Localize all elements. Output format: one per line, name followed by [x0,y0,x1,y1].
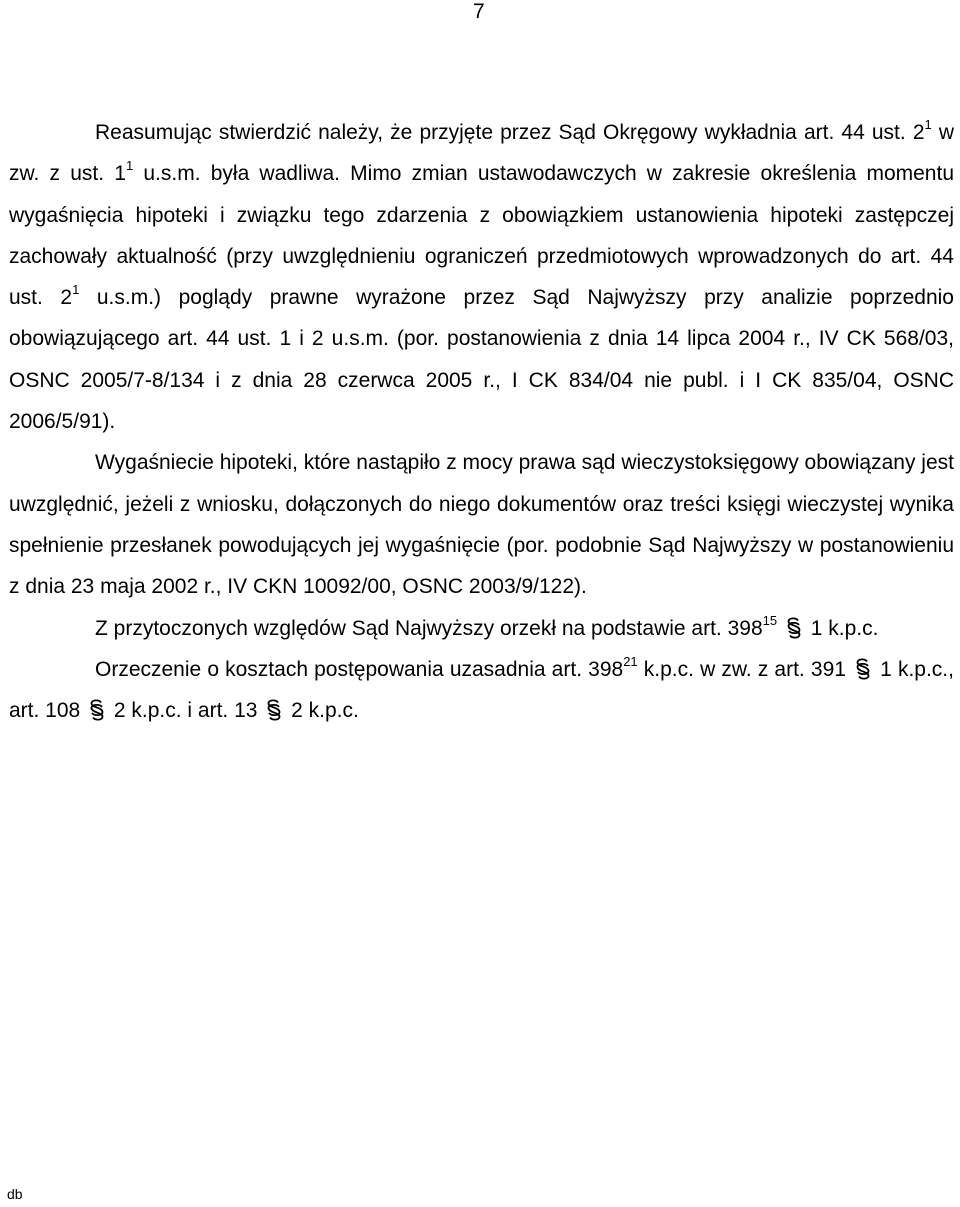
page-number: 7 [473,0,485,23]
section-sign-icon [86,698,108,722]
superscript: 1 [924,117,932,132]
document-body [9,112,954,731]
paragraph-4: Orzeczenie o kosztach postępowania uzasadnia art. $398^{21}$ k.p.c. w zw. z art. 391 1 k.p.c., art. 108 2 k.p.c. i art. 13 2 k.p.c. [9,653,954,723]
section-sign-icon [263,698,285,722]
section-sign-icon [783,616,805,640]
section-sign-icon [852,657,874,681]
superscript: 1 [72,282,80,298]
paragraph-1: Reasumując stwierdzić należy, że przyjęte przez Sąd Okręgowy wykładnia art. 44 ust. $2^1$ w zw. z ust. $1^1$ u.s.m. była wadliwa. Mimo zmian ustawodawczych w zakresie określenia momentu wygaśnięcia hipoteki i związku tego zdarzenia z obowiązkiem ustanowienia hipoteki zastępczej zachowały aktualność (przy uwzględnieniu ograniczeń przedmiotowych wprowadzonych do art. 44 ust. $2^1$ u.s.m.) poglądy prawne wyrażone przez Sąd Najwyższy przy analizie poprzednio obowiązującego art. 44 ust. 1 i 2 u.s.m. (por. postanowienia z dnia 14 lipca 2004 r., IV CK 568/03, OSNC 2005/7-8/134 i z dnia 28 czerwca 2005 r., I CK 834/04 nie publ. i I CK 835/04, OSNC 2006/5/91). [9,117,955,434]
paragraph-3: Z przytoczonych względów Sąd Najwyższy orzekł na podstawie art. $398^{15}$ 1 k.p.c. [95,612,879,640]
paragraph-2: Wygaśniecie hipoteki, które nastąpiło z mocy prawa sąd wieczystoksięgowy obowiązany jest uwzględnić, jeżeli z wniosku, dołączonych do niego dokumentów oraz treści księgi wieczystej wynika spełnienie przesłanek powodujących jej wygaśnięcie (por. podobnie Sąd Najwyższy w postanowieniu z dnia 23 maja 2002 r., IV CKN 10092/00, OSNC 2003/9/122). [9,451,954,599]
superscript: 15 [762,612,778,628]
footer-initials: db [7,1186,23,1202]
superscript: 1 [125,158,134,174]
superscript: 21 [623,653,638,669]
